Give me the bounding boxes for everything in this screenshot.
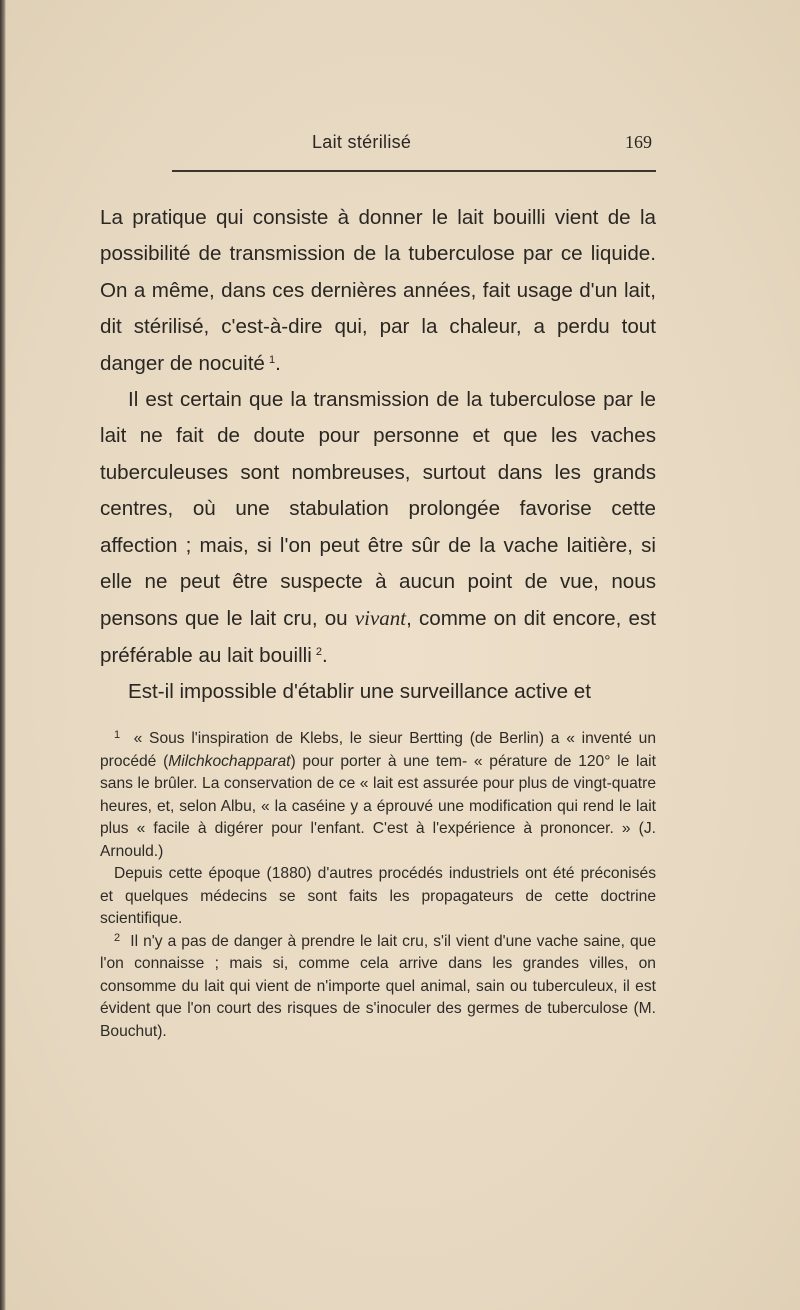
page-header	[168, 130, 656, 160]
footnote-1-text-b: ) pour porter à une tem- « pérature de 120° le lait sans le brûler. La conservation de ce « lait est assurée pour plus de vingt-quatre heures, et, selon Albu, « la caséine y a éprouvé une modification qui rend le lait plus « facile à digérer pour l'enfant. C'est à l'expérience à prononcer. » (J. Arnould.)	[100, 752, 656, 860]
paragraph-3-text: Est-il impossible d'établir une surveillance active et	[128, 680, 591, 704]
footnote-1-italic: Milchkochapparat	[168, 752, 291, 770]
footnote-1-text-a: « Sous l'inspiration de Klebs, le sieur Bertting (de Berlin) a « inventé un procédé (	[100, 730, 656, 770]
main-text	[100, 200, 656, 711]
footnote-ref-2[interactable]: 2	[315, 645, 323, 658]
paragraph-1	[100, 200, 656, 382]
paragraph-1-end: .	[275, 351, 281, 375]
paragraph-3	[100, 674, 656, 710]
footnote-2-marker: 2	[114, 931, 121, 944]
footnote-1	[100, 728, 656, 863]
paragraph-2-end: .	[322, 643, 328, 667]
paragraph-2	[100, 382, 656, 674]
footnote-ref-1[interactable]: 1	[269, 353, 276, 366]
header-rule	[172, 170, 656, 172]
paragraph-2-text-b: , comme on dit encore, est préférable au lait bouilli	[100, 607, 656, 667]
footnote-1-continuation: Depuis cette époque (1880) d'autres procédés industriels ont été préconisés et quelques médecins se sont faits les propagateurs de cette doctrine scientifique.	[100, 865, 656, 927]
running-title: Lait stérilisé	[312, 132, 412, 152]
footnotes	[100, 728, 656, 1043]
page-number: 169	[625, 132, 652, 152]
paragraph-2-italic: vivant	[354, 606, 407, 631]
paragraph-1-text: La pratique qui consiste à donner le lait bouilli vient de la possibilité de transmission de la tuberculose par ce liquide. On a même, dans ces dernières années, fait usage d'un lait, dit stérilisé, c'est-à-dire qui, par la chaleur, a perdu tout danger de nocuité	[100, 206, 656, 375]
page-binding-edge	[0, 0, 6, 1310]
paragraph-2-text-a: Il est certain que la transmission de la tuberculose par le lait ne fait de doute pour personne et que les vaches tuberculeuses sont nombreuses, surtout dans les grands centres, où une stabulation prolongée favorise cette affection ; mais, si l'on peut être sûr de la vache laitière, si elle ne peut être suspecte à aucun point de vue, nous pensons que le lait cru, ou	[100, 388, 656, 631]
footnote-2	[100, 931, 656, 1044]
footnote-1-marker: 1	[114, 729, 121, 741]
footnote-2-text: Il n'y a pas de danger à prendre le lait cru, s'il vient d'une vache saine, que l'on connaisse ; mais si, comme cela arrive dans les grandes villes, on consomme du lait qui vient de n'importe quel animal, sain ou tuberculeux, il est évident que l'on court des risques de s'inoculer des germes de tuberculose (M. Bouchut).	[100, 932, 657, 1040]
